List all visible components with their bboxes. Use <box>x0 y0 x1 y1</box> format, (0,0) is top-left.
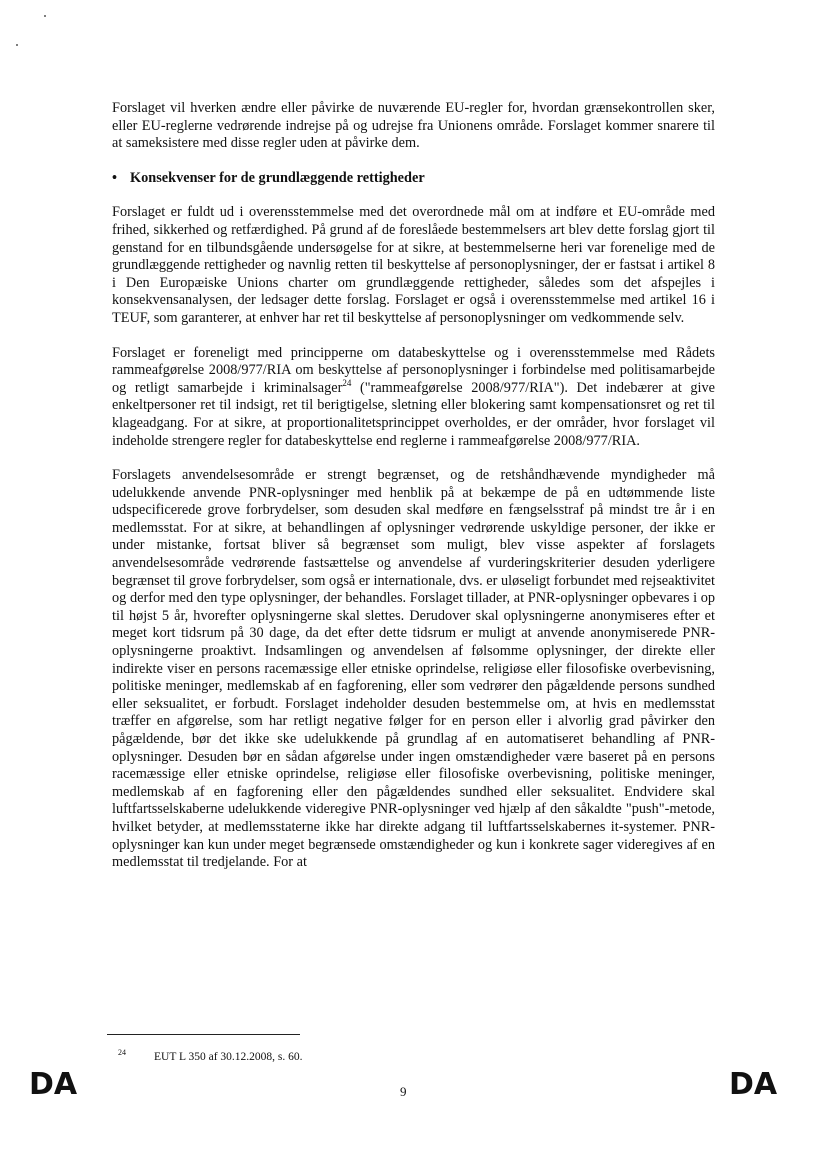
scan-speck <box>44 15 46 17</box>
bullet-icon: • <box>112 169 118 186</box>
footnote-divider <box>107 1034 300 1035</box>
section-heading <box>112 170 715 188</box>
footnote-text: EUT L 350 af 30.12.2008, s. 60. <box>154 1051 303 1063</box>
footnote-reference[interactable]: 24 <box>342 377 352 388</box>
paragraph-data-protection-part1: Forslaget er foreneligt med principperne om databeskyttelse og i overensstemmelse med Rådets rammeafgørelse 2008/977/RIA om beskyttelse af personoplysninger i forbindelse med politisamarbejde og retligt samarbejde i kriminalsager <box>112 344 715 396</box>
language-code-left: DA <box>29 1067 78 1102</box>
document-body <box>112 100 715 889</box>
paragraph-data-protection <box>112 345 715 451</box>
scan-speck <box>16 44 18 46</box>
page-number: 9 <box>400 1084 407 1099</box>
paragraph-intro: Forslaget vil hverken ændre eller påvirke de nuværende EU-regler for, hvordan grænsekontrollen sker, eller EU-reglerne vedrørende indrejse på og udrejse fra Unionens område. Forslaget kommer snarere til at sameksistere med disse regler uden at påvirke dem. <box>112 100 715 152</box>
language-code-right: DA <box>729 1067 778 1102</box>
section-heading-text: Konsekvenser for de grundlæggende rettigheder <box>130 169 425 186</box>
paragraph-fundamental-rights: Forslaget er fuldt ud i overensstemmelse med det overordnede mål om at indføre et EU-område med frihed, sikkerhed og retfærdighed. På grund af de foreslåede bestemmelsers art blev dette forslag gjort til genstand for en tilbundsgående undersøgelse for at sikre, at bestemmelserne heri var forenelige med de grundlæggende rettigheder og navnlig retten til beskyttelse af personoplysninger, der er fastsat i artikel 8 i Den Europæiske Unions charter om grundlæggende rettigheder, således som det afspejles i konsekvensanalysen, der ledsager dette forslag. Forslaget er også i overensstemmelse med artikel 16 i TEUF, som garanterer, at enhver har ret til beskyttelse af personoplysninger om vedkommende selv. <box>112 204 715 326</box>
paragraph-scope: Forslagets anvendelsesområde er strengt begrænset, og de retshåndhævende myndigheder må udelukkende anvende PNR-oplysninger med henblik på at bekæmpe de på en udtømmende liste udspecificerede grove forbrydelser, som desuden skal medføre en fængselsstraf på mindst tre år i en medlemsstat. For at sikre, at behandlingen af oplysninger vedrørende uskyldige personer, der ikke er under mistanke, fortsat bliver så begrænset som muligt, blev visse aspekter af forslagets anvendelsesområde vedrørende fastsættelse og anvendelse af vurderingskriterier desuden yderligere begrænset til grove forbrydelser, som også er internationale, dvs. er uløseligt forbundet med rejseaktivitet og derfor med den type oplysninger, der behandles. Forslaget tillader, at PNR-oplysninger opbevares i op til højst 5 år, hvorefter oplysningerne skal slettes. Derudover skal oplysningerne anonymiseres efter et meget kort tidsrum på 30 dage, da det efter dette tidsrum er muligt at anvende anonymiserede PNR-oplysningerne proaktivt. Indsamlingen og anvendelsen af følsomme oplysninger, der direkte eller indirekte viser en persons racemæssige eller etniske oprindelse, religiøse eller filosofiske overbevisning, politiske meninger, medlemskab af en fagforening, eller som vedrører den pågældende persons sundhed eller seksualitet, er forbudt. Forslaget indeholder desuden bestemmelse om, at hvis en medlemsstat træffer en afgørelse, som har retligt negative følger for en person eller i alvorlig grad påvirker den pågældende, bør det ikke ske udelukkende på grundlag af en automatiseret behandling af PNR-oplysninger. Desuden bør en sådan afgørelse under ingen omstændigheder være baseret på en persons racemæssige eller etniske oprindelse, religiøse eller filosofiske overbevisning, politiske meninger, medlemskab af en fagforening eller den pågældendes sundhed eller seksualitet. Endvidere skal luftfartsselskaberne udelukkende videregive PNR-oplysninger ved hjælp af den såkaldte "push"-metode, hvilket betyder, at medlemsstaterne ikke har direkte adgang til luftfartsselskabernes it-systemer. PNR-oplysninger kan kun under meget begrænsede omstændigheder og kun i konkrete sager videregives af en medlemsstat til tredjelande. For at <box>112 467 715 871</box>
paragraph-data-protection-part2: ("rammeafgørelse 2008/977/RIA"). Det indebærer at give enkeltpersoner ret til indsigt, ret til berigtigelse, sletning eller blokering samt kompensationsret og ret til klageadgang. For at sikre, at proportionalitetsprincippet overholdes, er der områder, hvor forslaget vil indeholde strengere regler for databeskyttelse end reglerne i rammeafgørelse 2008/977/RIA. <box>112 379 715 449</box>
footnote-number: 24 <box>118 1048 126 1057</box>
